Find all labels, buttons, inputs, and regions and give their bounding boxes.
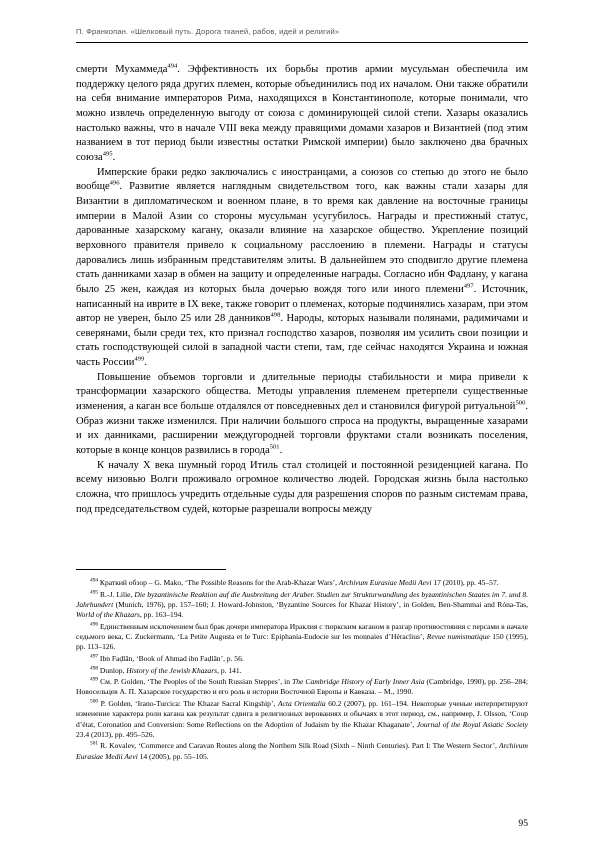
footnote-number: 497 <box>90 653 99 660</box>
footnote-item: $^{495}$ R.-J. Lilie, Die byzantinische Reaktion auf die Ausbreitung der Araber. Studien zur Strukturwandlung des byzantinischen Staates im 7. und 8. Jahrhundert (Munich, 1976), pp. 157–160; J. Howard-Johnston, ‘Byzantine Sources for Khazar History’, in Golden, Ben-Shammai and Róna-Tas, World of the Khazars, pp. 163–194. <box>76 589 528 620</box>
citation-title: World of the Khazars <box>76 610 140 620</box>
citation-title: The Cambridge History of Early Inner Asia <box>292 677 425 687</box>
footnote-item: $^{494}$ Краткий обзор – G. Mako, ‘The Possible Reasons for the Arab-Khazar Wars’, Archivum Eurasiae Medii Aevi 17 (2010), pp. 45–57. <box>90 577 499 587</box>
footnote-marker: 495 <box>102 150 113 158</box>
footnote-number: 499 <box>90 676 99 683</box>
footnote-number: 498 <box>90 664 99 671</box>
body-paragraph: Повышение объемов торговли и длительные периоды стабильности и мира привели к трансформации хазарского общества. Методы управления племенем претерпели существенные изменения, а каган все больше отдалялся от повседневных дел и становился фигурой ритуальной$^{500}$. Образ жизни также изменился. При наличии большого спроса на продукты, выращенные хазарами и их данниками, расширении междугородней торговли фруктами стали возникать поселения, которые в конце концов развились в города$^{501}$. <box>76 371 528 457</box>
citation-title: Archivum Eurasiae Medii Aevi <box>338 578 432 587</box>
body-paragraph: смерти Мухаммеда$^{494}$. Эффективность их борьбы против армии мусульман обеспечила им поддержку целого ряда других племен, которые объединились под их началом. Они также обратили на себя внимание императоров Рима, находящихся в Константинополе, которые понимали, что можно извлечь определенную выгоду от союза с доминирующей силой степи. Хазары оказались настолько важны, что в начале VIII века между правящими домами хазаров и Византией (под этим названием в тот период были известны остатки Римской империи) было заключено два брачных союза$^{495}$. <box>76 62 529 163</box>
footnote-marker: 497 <box>463 282 474 290</box>
footnote-marker: 501 <box>269 443 280 451</box>
citation-title: Revue numismatique <box>426 632 490 642</box>
citation-title: Acta Orientalia <box>277 698 326 708</box>
footnote-marker: 494 <box>167 62 178 70</box>
footnote-list <box>76 578 528 763</box>
header-rule <box>76 42 528 43</box>
body-paragraph: Имперские браки редко заключались с иностранцами, а союзов со степью до этого не было вообще$^{496}$. Развитие является наглядным свидетельством того, как важны стали хазары для Византии в дипломатическом и военном плане, в то время как давление на восточные границы империи в Малой Азии со стороны мусульман усугубилось. Награды и престижный статус, дарованные хазарскому кагану, оказали влияние на хазарское общество. Укрепление позиций верховного правителя привело к социальному расслоению в племени. Награды и статусы даровались лишь избранным представителям элиты. В дальнейшем это сподвигло другие племена стать данниками хазар в обмен на защиту и определенные награды. Согласно ибн Фадлану, у кагана было 25 жен, каждая из которых была дочерью вождя того или иного племени$^{497}$. Источник, написанный на иврите в IX веке, также говорит о племенах, которые подчинялись хазарам, при этом автор не уверен, было 25 или 28 данников$^{498}$. Народы, которых называли полянами, радимичами и северянами, были среди тех, кто признал господство хазаров, позволяя им усилить свои позиции и стать господствующей силой в западной части степи, там, где сейчас находятся Украина и южная часть России$^{499}$. <box>76 166 529 369</box>
citation-title: Archivum Eurasiae Medii Aevi <box>76 741 528 761</box>
citation-title: Journal of the Royal Asiatic Society <box>416 719 528 729</box>
footnote-number: 501 <box>90 740 99 747</box>
body-text-column <box>76 63 528 517</box>
footnote-number: 494 <box>90 577 99 584</box>
footnote-item: $^{498}$ Dunlop, History of the Jewish Khazars, p. 141. <box>90 664 242 675</box>
footnote-number: 500 <box>90 698 99 705</box>
footnote-item: $^{501}$ R. Kovalev, ‘Commerce and Caravan Routes along the Northern Silk Road (Sixth – Ninth Centuries). Part I: The Western Sector’, Archivum Eurasiae Medii Aevi 14 (2005), pp. 55–105. <box>76 740 528 761</box>
body-paragraph: К началу X века шумный город Итиль стал столицей и постоянной резиденцией кагана. По всему низовью Волги проживало огромное количество людей. Городская жизнь была настолько сложна, что пришлось учредить отдельные суды для разрешения споров по разным системам права, под председательством судей, которые разрешали вопросы между <box>76 459 528 515</box>
footnote-marker: 500 <box>515 399 526 407</box>
footnote-number: 496 <box>90 621 99 628</box>
footnote-item: $^{496}$ Единственным исключением был брак дочери императора Ираклия с тюркским каганом в разгар противостояния с персами в начале седьмого века, C. Zuckermann, ‘La Petite Augusta et le Turc: Epiphania-Eudocie sur les monnaies d’Héraclius’, Revue numismatique 150 (1995), pp. 113–126. <box>76 621 528 652</box>
footnote-item: $^{500}$ P. Golden, ‘Irano-Turcica: The Khazar Sacral Kingship’, Acta Orientalia 60.2 (2007), pp. 161–194. Некоторые ученые интерпретируют изменение характера роли кагана как результат сдвига в религиозных верованиях и обычаях в этот период, см., например, J. Olsson, ‘Coup d’état, Coronation and Conversion: Some Reflections on the Adoption of Judaism by the Khazar Khaganate’, Journal of the Royal Asiatic Society 23.4 (2013), pp. 495–526. <box>76 698 528 739</box>
citation-title: History of the Jewish Khazars <box>126 665 218 675</box>
running-head: П. Франкопан. «Шелковый путь. Дорога тканей, рабов, идей и религий» <box>76 27 340 36</box>
footnote-marker: 498 <box>270 311 281 319</box>
page-number: 95 <box>518 818 528 829</box>
footnote-marker: 496 <box>109 179 120 187</box>
footnote-marker: 499 <box>134 355 145 363</box>
footnote-item: $^{497}$ Ibn Faḍlān, ‘Book of Ahmad ibn Faḍlān’, p. 56. <box>90 653 244 663</box>
citation-title: Die byzantinische Reaktion auf die Ausbreitung der Araber. Studien zur Strukturwandlung des byzantinischen Staates im 7. und 8. Jahrhundert <box>76 589 528 609</box>
footnote-number: 495 <box>90 589 99 596</box>
footnote-item: $^{499}$ См. P. Golden, ‘The Peoples of the South Russian Steppes’, in The Cambridge History of Early Inner Asia (Cambridge, 1990), pp. 256–284; Новосельцев А. П. Хазарское государство и его роль в истории Восточной Европы и Кавказа. – М., 1990. <box>76 676 528 697</box>
footnote-separator-rule <box>76 569 226 570</box>
